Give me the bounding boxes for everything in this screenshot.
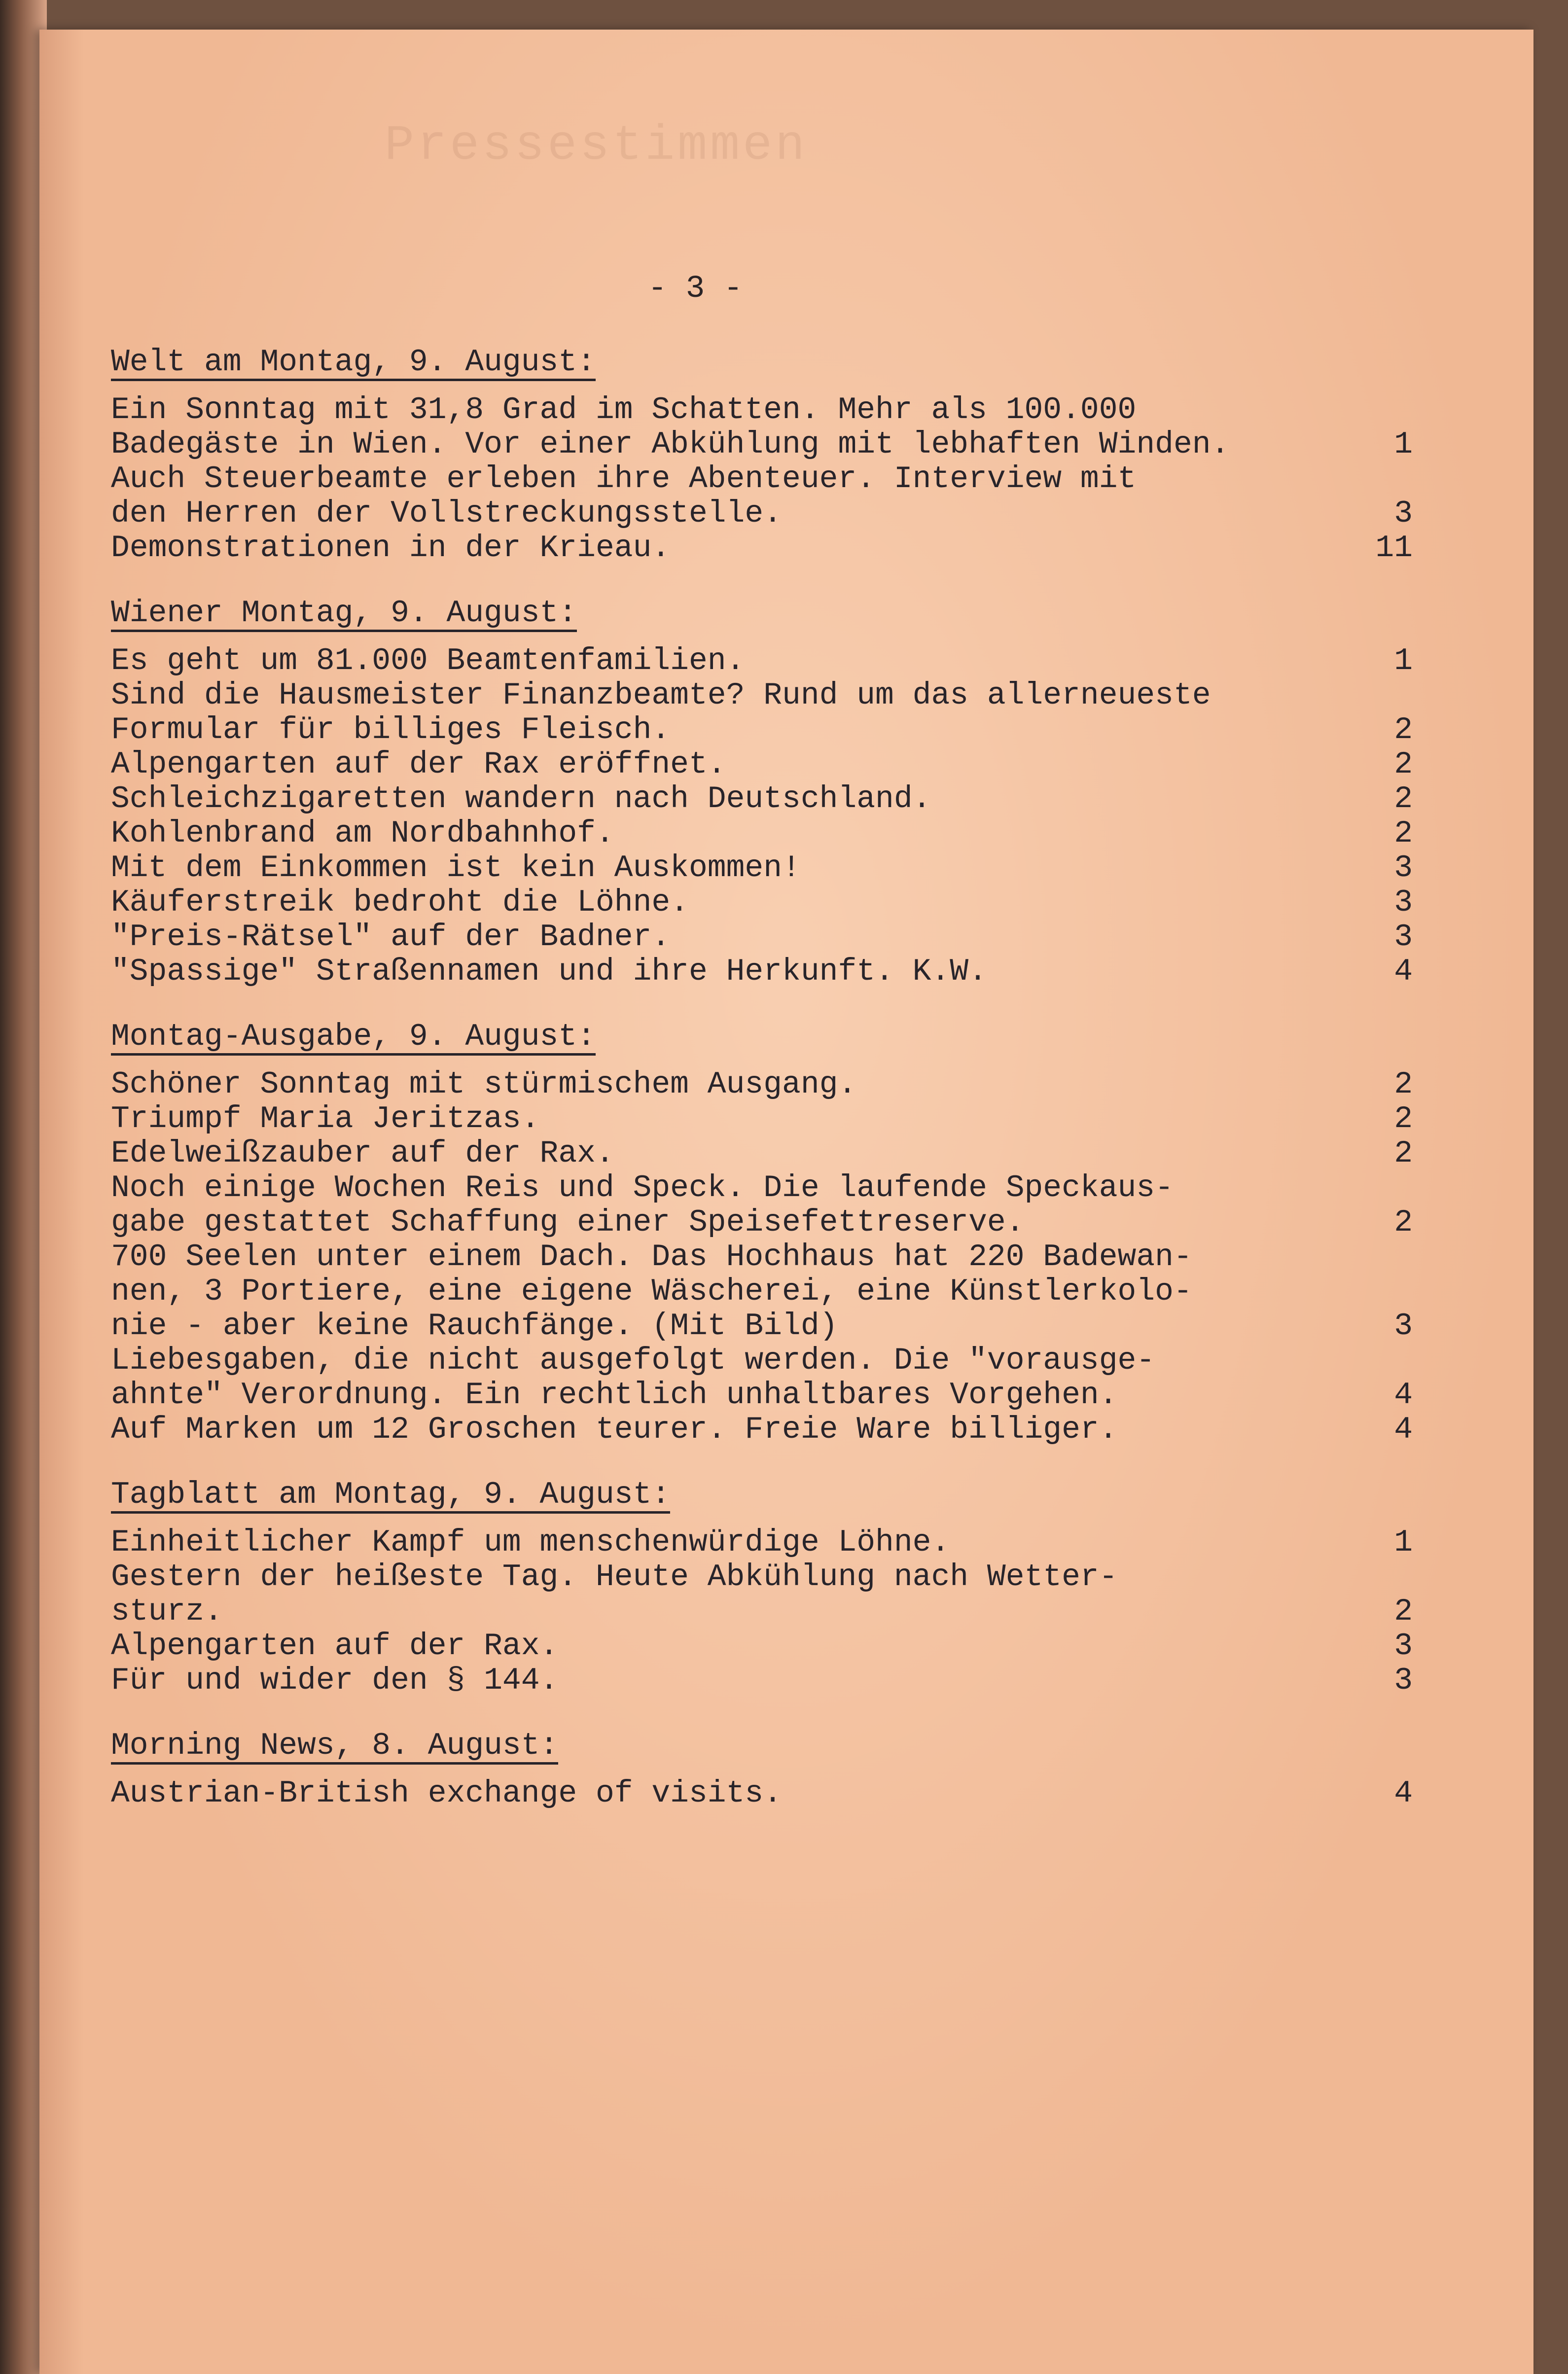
- newspaper-heading: Wiener Montag, 9. August:: [111, 597, 577, 632]
- article-title-line: Demonstrationen in der Krieau.: [111, 531, 671, 566]
- article-title-line: Formular für billiges Fleisch.: [111, 712, 671, 747]
- article-page-number: 1: [1394, 643, 1413, 678]
- article-title: [111, 747, 1368, 782]
- article-title-line: Gestern der heißeste Tag. Heute Abkühlung nach Wetter-: [111, 1559, 1118, 1594]
- article-page-number: 3: [1394, 1663, 1413, 1698]
- article-title: [111, 1629, 1368, 1664]
- article-title-line: Käuferstreik bedroht die Löhne.: [111, 885, 689, 920]
- article-title: [111, 920, 1368, 955]
- article-title: [111, 851, 1368, 886]
- article-page-number: 2: [1394, 1101, 1413, 1136]
- article-title-line: Noch einige Wochen Reis und Speck. Die laufende Speckaus-: [111, 1170, 1174, 1205]
- article-title-line: gabe gestattet Schaffung einer Speisefettreserve.: [111, 1205, 1025, 1240]
- article-title: [111, 955, 1368, 989]
- article-page-number: 1: [1394, 1525, 1413, 1560]
- article-entry: [111, 851, 1413, 886]
- article-page-number: 2: [1394, 816, 1413, 851]
- article-page-number: 3: [1394, 885, 1413, 920]
- page-number: - 3 -: [647, 271, 743, 307]
- article-title: [111, 816, 1368, 851]
- article-title-line: Schöner Sonntag mit stürmischem Ausgang.: [111, 1067, 857, 1102]
- article-page-number: 2: [1394, 1205, 1413, 1240]
- article-page-number: 3: [1394, 1309, 1413, 1344]
- article-page-number: 4: [1394, 1776, 1413, 1811]
- article-title: [111, 1344, 1368, 1413]
- article-page-number: 11: [1375, 531, 1413, 566]
- newspaper-section: [111, 596, 1413, 989]
- article-title: [111, 1525, 1368, 1560]
- article-page-number: 2: [1394, 1594, 1413, 1629]
- article-entry: [111, 1102, 1413, 1136]
- article-title: [111, 886, 1368, 920]
- article-title-line: Ein Sonntag mit 31,8 Grad im Schatten. Mehr als 100.000: [111, 392, 1137, 427]
- article-title: [111, 1776, 1368, 1811]
- newspaper-heading: Welt am Montag, 9. August:: [111, 346, 596, 381]
- article-entry: [111, 1067, 1413, 1102]
- article-title-line: Für und wider den § 144.: [111, 1663, 559, 1698]
- article-title-line: Schleichzigaretten wandern nach Deutschland.: [111, 781, 931, 816]
- article-title: [111, 644, 1368, 678]
- press-review-list: [111, 345, 1413, 1842]
- newspaper-heading: Montag-Ausgabe, 9. August:: [111, 1021, 596, 1056]
- article-title-line: Austrian-British exchange of visits.: [111, 1776, 783, 1811]
- article-title: [111, 1171, 1368, 1240]
- article-title-line: Einheitlicher Kampf um menschenwürdige Löhne.: [111, 1525, 950, 1560]
- article-title-line: Es geht um 81.000 Beamtenfamilien.: [111, 643, 745, 678]
- article-entry: [111, 1525, 1413, 1560]
- article-entry: [111, 1413, 1413, 1447]
- article-entry: [111, 462, 1413, 531]
- article-page-number: 3: [1394, 496, 1413, 531]
- article-title-line: ahnte" Verordnung. Ein rechtlich unhaltbares Vorgehen.: [111, 1378, 1118, 1413]
- newspaper-heading: Morning News, 8. August:: [111, 1730, 558, 1765]
- article-entry: [111, 393, 1413, 462]
- article-title: [111, 678, 1368, 747]
- article-entry: [111, 1664, 1413, 1698]
- article-entry: [111, 1560, 1413, 1629]
- article-entry: [111, 1776, 1413, 1811]
- article-page-number: 1: [1394, 427, 1413, 462]
- article-title-line: nen, 3 Portiere, eine eigene Wäscherei, eine Künstlerkolo-: [111, 1274, 1192, 1309]
- article-title-line: Triumpf Maria Jeritzas.: [111, 1101, 540, 1136]
- article-title-line: Sind die Hausmeister Finanzbeamte? Rund um das allerneueste: [111, 678, 1211, 713]
- newspaper-section: [111, 1020, 1413, 1447]
- article-page-number: 4: [1394, 954, 1413, 989]
- article-page-number: 2: [1394, 747, 1413, 782]
- article-title-line: Alpengarten auf der Rax.: [111, 1629, 559, 1664]
- newspaper-section: [111, 1478, 1413, 1698]
- article-entry: [111, 816, 1413, 851]
- article-entry: [111, 1240, 1413, 1344]
- article-title-line: "Preis-Rätsel" auf der Badner.: [111, 920, 671, 955]
- article-title-line: Edelweißzauber auf der Rax.: [111, 1136, 614, 1171]
- article-page-number: 2: [1394, 1067, 1413, 1102]
- newspaper-section: [111, 345, 1413, 566]
- article-title-line: den Herren der Vollstreckungsstelle.: [111, 496, 783, 531]
- article-page-number: 3: [1394, 920, 1413, 955]
- article-entry: [111, 920, 1413, 955]
- article-title-line: nie - aber keine Rauchfänge. (Mit Bild): [111, 1309, 838, 1344]
- article-title: [111, 1136, 1368, 1171]
- article-title-line: Liebesgaben, die nicht ausgefolgt werden. Die "vorausge-: [111, 1343, 1155, 1378]
- article-title-line: "Spassige" Straßennamen und ihre Herkunft. K.W.: [111, 954, 987, 989]
- newspaper-heading: Tagblatt am Montag, 9. August:: [111, 1479, 670, 1514]
- article-title: [111, 782, 1368, 816]
- article-page-number: 2: [1394, 712, 1413, 747]
- article-entry: [111, 1171, 1413, 1240]
- article-title-line: 700 Seelen unter einem Dach. Das Hochhaus hat 220 Badewan-: [111, 1240, 1192, 1275]
- article-title: [111, 1067, 1368, 1102]
- article-title: [111, 1560, 1368, 1629]
- article-entry: [111, 1344, 1413, 1413]
- article-page-number: 4: [1394, 1412, 1413, 1447]
- article-title-line: Badegäste in Wien. Vor einer Abkühlung mit lebhaften Winden.: [111, 427, 1230, 462]
- article-title-line: Auf Marken um 12 Groschen teurer. Freie Ware billiger.: [111, 1412, 1118, 1447]
- article-page-number: 3: [1394, 850, 1413, 886]
- article-title: [111, 462, 1368, 531]
- article-page-number: 3: [1394, 1629, 1413, 1664]
- article-page-number: 2: [1394, 781, 1413, 816]
- document-page: [39, 30, 1533, 2374]
- article-title: [111, 393, 1368, 462]
- article-entry: [111, 531, 1413, 566]
- article-entry: [111, 678, 1413, 747]
- article-title-line: Auch Steuerbeamte erleben ihre Abenteuer. Interview mit: [111, 461, 1137, 496]
- article-title: [111, 1240, 1368, 1344]
- article-page-number: 2: [1394, 1136, 1413, 1171]
- article-title-line: Mit dem Einkommen ist kein Auskommen!: [111, 850, 801, 886]
- article-title: [111, 1102, 1368, 1136]
- article-entry: [111, 1136, 1413, 1171]
- article-entry: [111, 886, 1413, 920]
- article-entry: [111, 782, 1413, 816]
- article-entry: [111, 747, 1413, 782]
- article-title: [111, 531, 1368, 566]
- article-title-line: Alpengarten auf der Rax eröffnet.: [111, 747, 726, 782]
- article-entry: [111, 955, 1413, 989]
- article-title: [111, 1413, 1368, 1447]
- bleed-through-text: Pressestimmen: [385, 118, 808, 174]
- newspaper-section: [111, 1729, 1413, 1811]
- article-title-line: sturz.: [111, 1594, 223, 1629]
- article-entry: [111, 1629, 1413, 1664]
- article-entry: [111, 644, 1413, 678]
- article-page-number: 4: [1394, 1378, 1413, 1413]
- article-title-line: Kohlenbrand am Nordbahnhof.: [111, 816, 614, 851]
- article-title: [111, 1664, 1368, 1698]
